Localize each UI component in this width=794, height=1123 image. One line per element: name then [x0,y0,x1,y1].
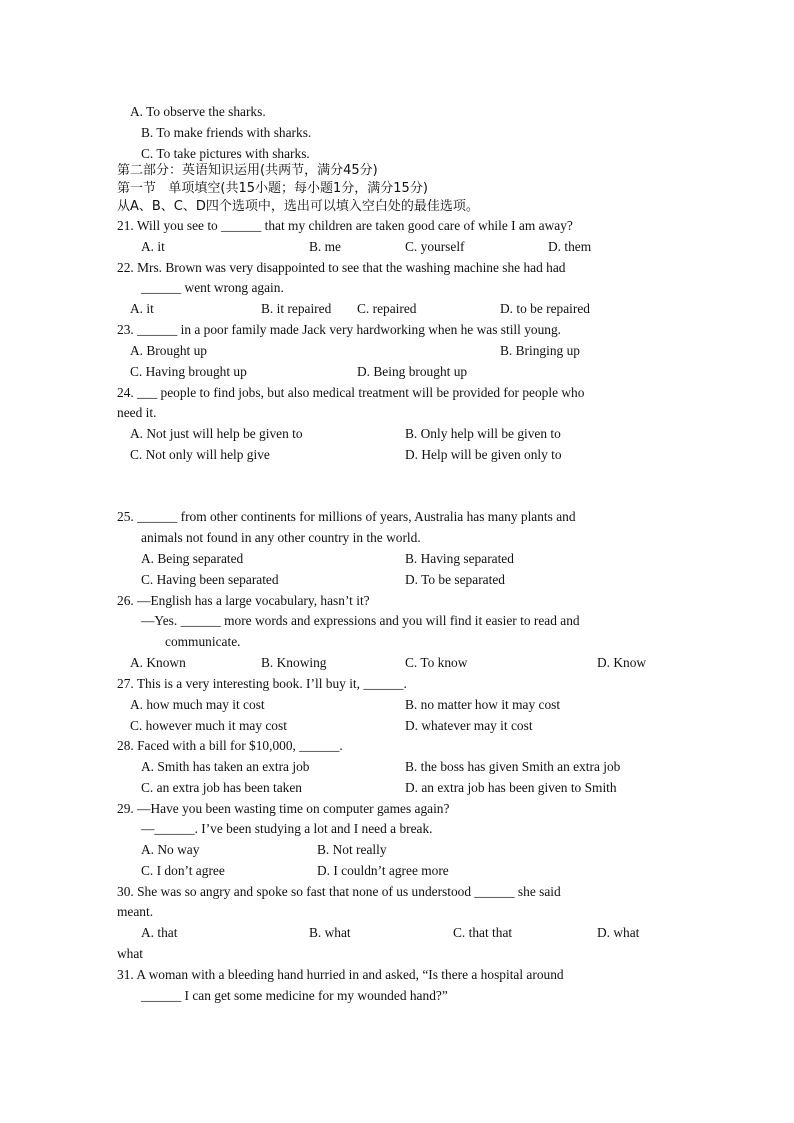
q22-option-a: A. it [130,301,154,316]
q24-option-c: C. Not only will help give [130,447,270,462]
q22-option-b: B. it repaired [261,301,332,316]
q29-option-d: D. I couldn’t agree more [317,863,449,878]
prev-option-c: C. To take pictures with sharks. [141,146,310,161]
q25-option-d: D. To be separated [405,572,505,587]
q29-option-c: C. I don’t agree [141,863,225,878]
q31-stem: 31. A woman with a bleeding hand hurried in and asked, “Is there a hospital around [117,967,564,982]
q30-option-c: C. that that [453,925,513,940]
q27-option-d: D. whatever may it cost [405,718,533,733]
q21-option-b: B. me [309,239,341,254]
q25-option-b: B. Having separated [405,551,514,566]
q29-stem-cont: —______. I’ve been studying a lot and I need a break. [141,821,433,836]
q23-option-d: D. Being brought up [357,364,468,379]
q28-stem: 28. Faced with a bill for $10,000, ______. [117,738,343,753]
q24-option-a: A. Not just will help be given to [130,426,303,441]
q26-option-a: A. Known [130,655,186,670]
q28-option-c: C. an extra job has been taken [141,780,303,795]
q22-option-d: D. to be repaired [500,301,590,316]
q25-stem: 25. ______ from other continents for millions of years, Australia has many plants and [117,509,576,524]
q24-option-d: D. Help will be given only to [405,447,562,462]
q29-option-b: B. Not really [317,842,387,857]
q26-stem-cont2: communicate. [165,634,241,649]
q27-option-c: C. however much it may cost [130,718,287,733]
q27-stem: 27. This is a very interesting book. I’ll buy it, ______. [117,676,407,691]
q28-option-d: D. an extra job has been given to Smith [405,780,617,795]
q25-option-c: C. Having been separated [141,572,279,587]
q23-option-a: A. Brought up [130,343,207,358]
q26-stem-cont: —Yes. ______ more words and expressions and you will find it easier to read and [141,613,580,628]
section-subtitle: 第一节 单项填空(共15小题；每小题1分，满分15分) [117,181,428,196]
q23-option-c: C. Having brought up [130,364,247,379]
q26-option-d: D. Know [597,655,647,670]
q23-option-b: B. Bringing up [500,343,580,358]
q25-stem-cont: animals not found in any other country in the world. [141,530,421,545]
q26-option-c: C. To know [405,655,468,670]
section-instruction: 从A、B、C、D四个选项中，选出可以填入空白处的最佳选项。 [117,199,479,214]
q21-option-a: A. it [141,239,165,254]
q21-option-d: D. them [548,239,592,254]
q28-option-a: A. Smith has taken an extra job [141,759,310,774]
q30-stem-cont: meant. [117,904,154,919]
q26-option-b: B. Knowing [261,655,327,670]
q29-stem: 29. —Have you been wasting time on computer games again? [117,801,450,816]
q22-stem-cont: ______ went wrong again. [141,280,284,295]
q22-stem: 22. Mrs. Brown was very disappointed to see that the washing machine she had had [117,260,566,275]
q21-stem: 21. Will you see to ______ that my children are taken good care of while I am away? [117,218,573,233]
q27-option-a: A. how much may it cost [130,697,265,712]
q28-option-b: B. the boss has given Smith an extra job [405,759,621,774]
prev-option-a: A. To observe the sharks. [130,104,266,119]
q30-stem: 30. She was so angry and spoke so fast that none of us understood ______ she said [117,884,561,899]
q30-option-b: B. what [309,925,351,940]
q27-option-b: B. no matter how it may cost [405,697,561,712]
q21-option-c: C. yourself [405,239,465,254]
q22-option-c: C. repaired [357,301,417,316]
q25-option-a: A. Being separated [141,551,244,566]
q30-option-a: A. that [141,925,178,940]
q30-option-d-wrap: what [117,946,144,961]
q29-option-a: A. No way [141,842,200,857]
q24-option-b: B. Only help will be given to [405,426,561,441]
q23-stem: 23. ______ in a poor family made Jack very hardworking when he was still young. [117,322,562,337]
q24-stem-cont: need it. [117,405,157,420]
q31-stem-cont: ______ I can get some medicine for my wounded hand?” [141,988,448,1003]
part-title: 第二部分：英语知识运用(共两节，满分45分) [117,163,378,178]
q24-stem: 24. ___ people to find jobs, but also medical treatment will be provided for people who [117,385,585,400]
q30-option-d: D. what [597,925,640,940]
q26-stem: 26. —English has a large vocabulary, hasn’t it? [117,593,370,608]
prev-option-b: B. To make friends with sharks. [141,125,312,140]
